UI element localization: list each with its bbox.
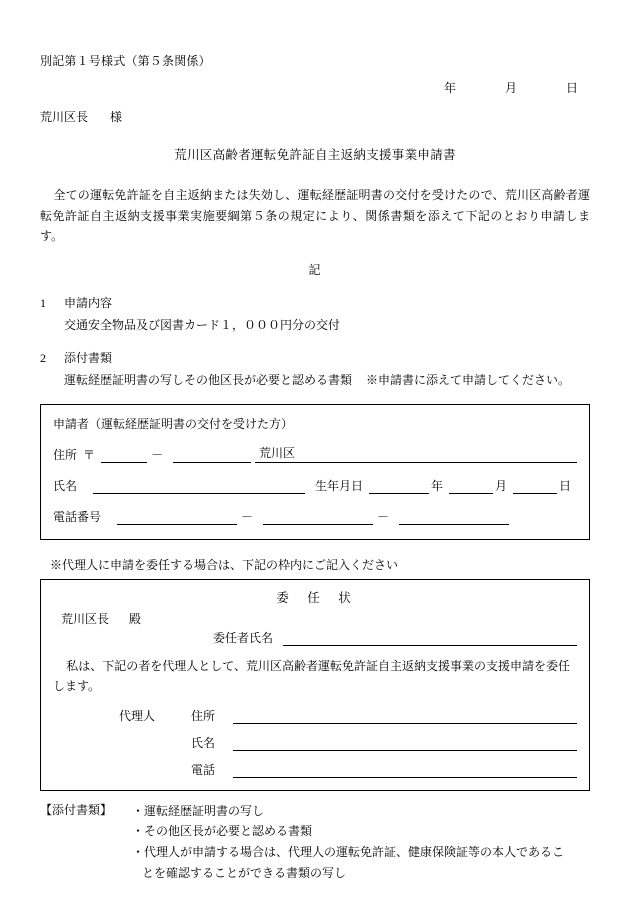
agent-name-label: 氏名: [191, 735, 216, 750]
addressee-honorific: 様: [110, 110, 123, 124]
attachment-item: ・その他区長が必要と認める書類: [132, 824, 313, 839]
item-2-content-row: [40, 371, 590, 388]
entruster-name-input[interactable]: [283, 630, 577, 646]
birth-year-input[interactable]: [369, 478, 429, 494]
item-1-label: 申請内容: [64, 295, 113, 310]
birth-day-input[interactable]: [513, 478, 557, 494]
proxy-title: 委 任 状: [276, 590, 354, 605]
item-2-note: ※申請書に添えて申請してください。: [366, 372, 571, 387]
agent-block: [53, 707, 577, 778]
attachment-item-continuation: とを確認することができる書類の写し: [142, 865, 347, 880]
postal-code-input-2[interactable]: [173, 447, 251, 463]
birth-month-input[interactable]: [449, 478, 493, 494]
agent-address-label: 住所: [191, 708, 216, 723]
attachments-block: [40, 801, 590, 884]
date-day-label: 日: [565, 81, 578, 95]
postal-code-input-1[interactable]: [101, 447, 147, 463]
agent-address-row: [119, 707, 577, 724]
agent-telephone-label: 電話: [191, 762, 216, 777]
date-year-label: 年: [443, 81, 456, 95]
proxy-paragraph-text: 私は、下記の者を代理人として、荒川区高齢者運転免許証自主返納支援事業の支援申請を委任します。: [53, 658, 570, 694]
address-input[interactable]: [255, 447, 577, 463]
attachments-title: 【添付書類】: [40, 802, 113, 817]
birth-day-unit: 日: [558, 478, 571, 493]
agent-label: 代理人: [119, 708, 156, 723]
item-1: [40, 294, 590, 311]
entruster-row: [53, 629, 577, 646]
proxy-addressee-line: [53, 610, 577, 627]
agent-name-row: [119, 734, 577, 751]
name-field-row: [53, 477, 577, 494]
address-prefill: 荒川区: [259, 445, 296, 460]
item-2-number: 2: [40, 350, 46, 365]
telephone-dash-1: －: [241, 509, 254, 524]
addressee-name: 荒川区長: [40, 110, 89, 124]
attachments-list: [132, 801, 590, 884]
ki-marker: 記: [308, 262, 322, 277]
telephone-input-1[interactable]: [117, 509, 237, 525]
date-month-label: 月: [504, 81, 517, 95]
proxy-addressee-honorific: 殿: [129, 611, 142, 626]
item-2-label: 添付書類: [64, 350, 113, 365]
body-text: 全ての運転免許証を自主返納または失効し、運転経歴証明書の交付を受けたので、荒川区高齢者運転免許証自主返納支援事業実施要綱第５条の規定により、関係書類を添えて下記のとおり申請します。: [40, 188, 590, 244]
proxy-box: [40, 579, 590, 791]
date-line: [40, 79, 590, 96]
birthdate-label: 生年月日: [314, 478, 363, 493]
agent-name-input[interactable]: [233, 735, 577, 751]
document-body: [40, 52, 590, 883]
address-label: 住所: [53, 447, 78, 462]
body-paragraph: [40, 185, 590, 247]
attachment-item: ・代理人が申請する場合は、代理人の運転免許証、健康保険証等の本人であるこ: [132, 844, 565, 859]
addressee-line: [40, 108, 590, 125]
applicant-box: [40, 404, 590, 540]
item-2: [40, 349, 590, 366]
name-label: 氏名: [53, 478, 78, 493]
telephone-input-2[interactable]: [263, 509, 373, 525]
item-1-number: 1: [40, 295, 46, 310]
page-title: 荒川区高齢者運転免許証自主返納支援事業申請書: [174, 148, 456, 162]
attachment-item: ・運転経歴証明書の写し: [132, 803, 265, 818]
agent-telephone-input[interactable]: [233, 762, 577, 778]
proxy-note: ※代理人に申請を委任する場合は、下記の枠内にご記入ください: [50, 557, 399, 572]
telephone-field-row: [53, 508, 577, 525]
telephone-label: 電話番号: [53, 509, 102, 524]
birth-month-unit: 月: [494, 478, 507, 493]
applicant-box-title: 申請者（運転経歴証明書の交付を受けた方）: [53, 416, 294, 431]
proxy-addressee: 荒川区長: [61, 611, 110, 626]
entruster-label: 委任者氏名: [213, 630, 274, 645]
telephone-input-3[interactable]: [399, 509, 509, 525]
postal-dash: －: [151, 447, 164, 462]
postal-mark: 〒: [83, 447, 96, 462]
agent-address-input[interactable]: [233, 708, 577, 724]
address-field-row: [53, 446, 577, 463]
item-1-content-row: [40, 316, 590, 333]
birth-year-unit: 年: [430, 478, 443, 493]
form-number: 別記第１号様式（第５条関係）: [40, 54, 211, 68]
item-2-content: 運転経歴証明書の写しその他区長が必要と認める書類: [64, 372, 353, 387]
item-1-content: 交通安全物品及び図書カード１，０００円分の交付: [64, 317, 341, 332]
telephone-dash-2: －: [377, 509, 390, 524]
agent-tel-row: [119, 761, 577, 778]
proxy-paragraph: [53, 656, 577, 697]
name-input[interactable]: [93, 478, 305, 494]
